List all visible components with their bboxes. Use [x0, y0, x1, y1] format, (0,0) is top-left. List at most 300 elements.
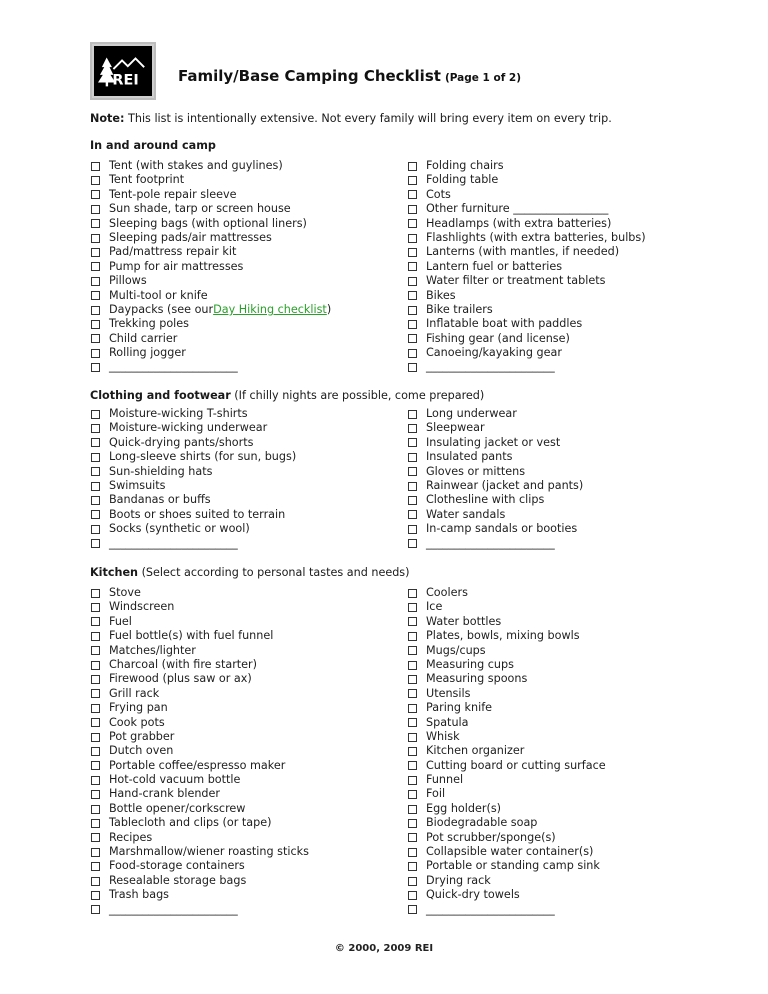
rei-logo-mark	[94, 46, 152, 96]
checkbox[interactable]	[408, 410, 417, 419]
checklist-item	[91, 188, 331, 202]
checkbox[interactable]	[408, 248, 417, 257]
svg-text:REI: REI	[112, 72, 139, 89]
checklist-item	[91, 289, 331, 303]
checklist-item	[91, 436, 296, 450]
checkbox[interactable]	[408, 718, 417, 727]
checklist-item	[91, 450, 296, 464]
item-label: Pot grabber	[109, 729, 175, 743]
checklist-item	[91, 903, 309, 917]
item-label: Hand-crank blender	[109, 787, 220, 801]
checkbox[interactable]	[408, 205, 417, 214]
checkbox[interactable]	[408, 632, 417, 641]
checklist-item	[91, 600, 309, 614]
checklist-item	[408, 644, 606, 658]
checkbox[interactable]	[408, 819, 417, 828]
checkbox[interactable]	[408, 525, 417, 534]
item-label: Bikes	[426, 288, 456, 302]
checkbox[interactable]	[408, 467, 417, 476]
item-label: Spatula	[426, 715, 469, 729]
checklist-item	[408, 289, 646, 303]
item-label: _______________________	[109, 360, 238, 374]
checkbox[interactable]	[408, 176, 417, 185]
item-label: Pillows	[109, 274, 147, 288]
checkbox[interactable]	[91, 877, 100, 886]
checkbox[interactable]	[408, 776, 417, 785]
checkbox[interactable]	[91, 646, 100, 655]
note-text: This list is intentionally extensive. Not every family will bring every item on every trip.	[124, 112, 612, 125]
checkbox[interactable]	[408, 320, 417, 329]
checkbox[interactable]	[91, 424, 100, 433]
checkbox[interactable]	[408, 424, 417, 433]
checkbox[interactable]	[91, 718, 100, 727]
section-title: Kitchen	[90, 566, 139, 579]
kitchen-list-right	[408, 586, 606, 917]
checklist-item	[91, 644, 309, 658]
item-label: Tent (with stakes and guylines)	[109, 159, 283, 172]
checkbox[interactable]	[408, 704, 417, 713]
checklist-item	[408, 773, 606, 787]
item-label: Water bottles	[426, 614, 502, 628]
clothing-list-left	[91, 407, 296, 551]
checkbox[interactable]	[91, 862, 100, 871]
note-label: Note:	[90, 112, 125, 125]
item-label: Bandanas or buffs	[109, 493, 211, 507]
checkbox[interactable]	[91, 410, 100, 419]
checklist-item	[91, 317, 331, 331]
checkbox[interactable]	[91, 190, 100, 199]
item-label: Other furniture _________________	[426, 202, 609, 216]
checkbox[interactable]	[408, 589, 417, 598]
checkbox[interactable]	[408, 162, 417, 171]
clothing-list-right	[408, 407, 583, 551]
checkbox[interactable]	[91, 277, 100, 286]
checkbox[interactable]	[408, 496, 417, 505]
item-label: Coolers	[426, 586, 468, 599]
checklist-item	[408, 421, 583, 435]
item-label: Lantern fuel or batteries	[426, 259, 563, 273]
checklist-item	[91, 421, 296, 435]
checklist-item	[408, 537, 583, 551]
item-label: Trash bags	[109, 888, 170, 902]
item-label: In-camp sandals or booties	[426, 522, 578, 536]
item-label: Pot scrubber/sponge(s)	[426, 830, 556, 844]
checklist-item	[91, 759, 309, 773]
item-label: Water sandals	[426, 507, 506, 521]
checkbox[interactable]	[408, 805, 417, 814]
checklist-item	[408, 231, 646, 245]
checklist-item	[408, 658, 606, 672]
checklist-item	[91, 360, 331, 374]
checklist-item	[408, 217, 646, 231]
checklist-item	[91, 537, 296, 551]
item-label: Long underwear	[426, 407, 517, 420]
item-label: Grill rack	[109, 686, 160, 700]
item-label: Frying pan	[109, 701, 168, 715]
item-label: Pump for air mattresses	[109, 259, 244, 273]
item-label: Hot-cold vacuum bottle	[109, 773, 241, 787]
item-label: Food-storage containers	[109, 859, 245, 873]
item-label: Socks (synthetic or wool)	[109, 522, 250, 536]
item-label: Folding chairs	[426, 159, 504, 172]
item-label: Bike trailers	[426, 302, 493, 316]
item-label: Biodegradable soap	[426, 816, 538, 830]
checkbox[interactable]	[408, 510, 417, 519]
checklist-item	[91, 508, 296, 522]
item-label: Plates, bowls, mixing bowls	[426, 629, 580, 643]
item-label: Moisture-wicking underwear	[109, 421, 268, 435]
item-label: Measuring cups	[426, 657, 514, 671]
day-hiking-checklist-link[interactable]: Day Hiking checklist	[213, 302, 327, 316]
section-subtitle: (If chilly nights are possible, come prepared)	[230, 389, 485, 402]
checklist-item	[408, 874, 606, 888]
checklist-item	[408, 450, 583, 464]
checkbox[interactable]	[408, 334, 417, 343]
camp-list-left	[91, 159, 331, 375]
checklist-item	[91, 303, 331, 317]
checkbox[interactable]	[408, 891, 417, 900]
checklist-item	[91, 465, 296, 479]
item-label: Egg holder(s)	[426, 801, 502, 815]
checkbox[interactable]	[91, 819, 100, 828]
checklist-item	[408, 787, 606, 801]
checklist-item	[408, 831, 606, 845]
checkbox[interactable]	[408, 306, 417, 315]
checklist-item	[408, 759, 606, 773]
checkbox[interactable]	[91, 747, 100, 756]
item-label: Rainwear (jacket and pants)	[426, 478, 584, 492]
checklist-item	[91, 744, 309, 758]
checkbox[interactable]	[91, 761, 100, 770]
checklist-item	[91, 274, 331, 288]
item-label: Insulated pants	[426, 450, 513, 464]
item-label: Multi-tool or knife	[109, 288, 208, 302]
checklist-item	[408, 188, 646, 202]
checklist-item	[408, 202, 646, 216]
item-label: Cutting board or cutting surface	[426, 758, 606, 772]
item-label: Fishing gear (and license)	[426, 331, 570, 345]
checklist-item	[91, 615, 309, 629]
item-label: _______________________	[426, 536, 555, 550]
checkbox[interactable]	[91, 704, 100, 713]
checklist-item	[91, 687, 309, 701]
item-label: Water filter or treatment tablets	[426, 274, 606, 288]
rei-tree-mountain-icon	[94, 46, 152, 96]
checklist-item	[408, 701, 606, 715]
camp-list-right	[408, 159, 646, 375]
checklist-item	[408, 173, 646, 187]
checklist-item	[91, 346, 331, 360]
checklist-item	[91, 522, 296, 536]
checklist-item	[91, 672, 309, 686]
checklist-item	[91, 231, 331, 245]
checkbox[interactable]	[91, 482, 100, 491]
checkbox[interactable]	[408, 661, 417, 670]
rei-logo	[90, 42, 156, 100]
item-label: Ice	[426, 600, 443, 614]
item-label: Foil	[426, 787, 446, 801]
checkbox[interactable]	[408, 747, 417, 756]
checklist-item	[91, 217, 331, 231]
item-label: Folding table	[426, 173, 499, 187]
checkbox[interactable]	[91, 661, 100, 670]
checklist-item	[408, 274, 646, 288]
item-label: Headlamps (with extra batteries)	[426, 216, 612, 230]
checklist-item	[408, 903, 606, 917]
checklist-item	[91, 173, 331, 187]
copyright-footer: © 2000, 2009 REI	[334, 943, 434, 954]
checklist-item	[408, 508, 583, 522]
checkbox[interactable]	[91, 632, 100, 641]
checklist-item	[91, 586, 309, 600]
checkbox[interactable]	[91, 162, 100, 171]
checklist-item	[408, 360, 646, 374]
checkbox[interactable]	[91, 248, 100, 257]
checkbox[interactable]	[91, 733, 100, 742]
item-label: Pad/mattress repair kit	[109, 245, 237, 259]
checkbox[interactable]	[408, 453, 417, 462]
checklist-item	[91, 658, 309, 672]
checkbox[interactable]	[91, 453, 100, 462]
checkbox[interactable]	[91, 496, 100, 505]
checklist-item	[408, 716, 606, 730]
checkbox[interactable]	[91, 589, 100, 598]
checklist-item	[91, 202, 331, 216]
checkbox[interactable]	[91, 320, 100, 329]
checkbox[interactable]	[91, 219, 100, 228]
checkbox[interactable]	[91, 675, 100, 684]
checkbox[interactable]	[91, 833, 100, 842]
item-label: Mugs/cups	[426, 643, 486, 657]
checkbox[interactable]	[91, 689, 100, 698]
item-label: Daypacks (see our	[109, 302, 214, 316]
checkbox[interactable]	[408, 833, 417, 842]
checkbox[interactable]	[408, 363, 417, 372]
checkbox[interactable]	[91, 349, 100, 358]
item-label: Flashlights (with extra batteries, bulbs)	[426, 230, 646, 244]
checkbox[interactable]	[91, 467, 100, 476]
item-label: Insulating jacket or vest	[426, 435, 561, 449]
item-label: Boots or shoes suited to terrain	[109, 507, 286, 521]
checkbox[interactable]	[408, 438, 417, 447]
section-heading-clothing	[90, 389, 484, 402]
section-subtitle: (Select according to personal tastes and needs)	[138, 566, 410, 579]
checkbox[interactable]	[91, 262, 100, 271]
checkbox[interactable]	[408, 291, 417, 300]
checkbox[interactable]	[91, 617, 100, 626]
checklist-item	[91, 260, 331, 274]
checklist-item	[408, 159, 646, 173]
checklist-item	[91, 245, 331, 259]
checkbox[interactable]	[408, 877, 417, 886]
checklist-item	[408, 317, 646, 331]
item-label: Canoeing/kayaking gear	[426, 346, 562, 360]
checkbox[interactable]	[408, 733, 417, 742]
checklist-item	[408, 245, 646, 259]
checkbox[interactable]	[408, 219, 417, 228]
section-heading-camp	[90, 139, 216, 152]
checkbox[interactable]	[408, 761, 417, 770]
item-label: Long-sleeve shirts (for sun, bugs)	[109, 450, 297, 464]
checklist-item	[408, 845, 606, 859]
checkbox[interactable]	[408, 675, 417, 684]
checklist-item	[91, 730, 309, 744]
checkbox[interactable]	[408, 790, 417, 799]
checklist-item	[91, 332, 331, 346]
item-label: Trekking poles	[109, 317, 190, 331]
item-label: Stove	[109, 586, 141, 599]
checklist-item	[408, 859, 606, 873]
checkbox[interactable]	[408, 603, 417, 612]
item-label: Lanterns (with mantles, if needed)	[426, 245, 620, 259]
checklist-item	[408, 332, 646, 346]
checkbox[interactable]	[91, 438, 100, 447]
item-label: Fuel	[109, 614, 132, 628]
item-label: Portable coffee/espresso maker	[109, 758, 286, 772]
checkbox[interactable]	[408, 277, 417, 286]
item-label: Tent-pole repair sleeve	[109, 187, 237, 201]
checkbox[interactable]	[408, 848, 417, 857]
item-label: _______________________	[109, 536, 238, 550]
checklist-item	[408, 888, 606, 902]
checkbox[interactable]	[91, 891, 100, 900]
item-label: Moisture-wicking T-shirts	[109, 407, 248, 420]
checkbox[interactable]	[91, 306, 100, 315]
checklist-item	[408, 600, 606, 614]
checkbox[interactable]	[91, 363, 100, 372]
item-label: _______________________	[426, 360, 555, 374]
checklist-item	[91, 888, 309, 902]
item-label: Paring knife	[426, 701, 493, 715]
checkbox[interactable]	[91, 905, 100, 914]
checkbox[interactable]	[91, 334, 100, 343]
checklist-item	[408, 629, 606, 643]
checkbox[interactable]	[408, 646, 417, 655]
checklist-item	[91, 701, 309, 715]
checklist-item	[91, 845, 309, 859]
page-indicator: (Page 1 of 2)	[444, 72, 522, 84]
section-title: Clothing and footwear	[90, 389, 231, 402]
item-label: Windscreen	[109, 600, 175, 614]
checkbox[interactable]	[91, 539, 100, 548]
item-label: Portable or standing camp sink	[426, 859, 600, 873]
checkbox[interactable]	[408, 617, 417, 626]
checkbox[interactable]	[91, 205, 100, 214]
checkbox[interactable]	[408, 482, 417, 491]
item-label: Firewood (plus saw or ax)	[109, 672, 252, 686]
checkbox[interactable]	[408, 905, 417, 914]
checklist-item	[91, 479, 296, 493]
item-label: Recipes	[109, 830, 153, 844]
item-label: Sun-shielding hats	[109, 464, 213, 478]
page-title	[178, 66, 521, 85]
item-label: _______________________	[426, 902, 555, 916]
item-label: Sun shade, tarp or screen house	[109, 202, 291, 216]
item-label: Charcoal (with fire starter)	[109, 657, 258, 671]
checkbox[interactable]	[91, 234, 100, 243]
checkbox[interactable]	[91, 510, 100, 519]
checklist-item	[408, 816, 606, 830]
item-label: Resealable storage bags	[109, 873, 247, 887]
item-label: Swimsuits	[109, 478, 166, 492]
checklist-item	[408, 672, 606, 686]
checklist-item	[408, 615, 606, 629]
checkbox[interactable]	[408, 862, 417, 871]
item-label: Cook pots	[109, 715, 165, 729]
item-label: Tent footprint	[109, 173, 185, 187]
item-label: Sleeping pads/air mattresses	[109, 230, 272, 244]
item-label: Bottle opener/corkscrew	[109, 801, 246, 815]
checklist-item	[408, 479, 583, 493]
item-label: Child carrier	[109, 331, 178, 345]
checkbox[interactable]	[408, 234, 417, 243]
checklist-item	[408, 346, 646, 360]
section-title: In and around camp	[90, 139, 216, 152]
item-label: Quick-dry towels	[426, 888, 520, 902]
item-label: Sleeping bags (with optional liners)	[109, 216, 307, 230]
checklist-item	[91, 859, 309, 873]
checklist-item	[408, 522, 583, 536]
checkbox[interactable]	[91, 776, 100, 785]
checkbox[interactable]	[91, 603, 100, 612]
checkbox[interactable]	[91, 848, 100, 857]
checkbox[interactable]	[91, 805, 100, 814]
checklist-item	[408, 407, 583, 421]
item-label: Matches/lighter	[109, 643, 196, 657]
item-label: Gloves or mittens	[426, 464, 526, 478]
checkbox[interactable]	[91, 790, 100, 799]
item-label: Sleepwear	[426, 421, 485, 435]
checklist-item	[91, 816, 309, 830]
item-label: Drying rack	[426, 873, 491, 887]
checklist-item	[408, 586, 606, 600]
checklist-item	[408, 436, 583, 450]
checklist-item	[408, 303, 646, 317]
item-label: Rolling jogger	[109, 346, 186, 360]
intro-note	[90, 112, 612, 125]
item-label: Measuring spoons	[426, 672, 528, 686]
item-label: Tablecloth and clips (or tape)	[109, 816, 272, 830]
checklist-item	[91, 629, 309, 643]
checklist-item	[91, 493, 296, 507]
kitchen-list-left	[91, 586, 309, 917]
checklist-item	[408, 493, 583, 507]
checkbox[interactable]	[408, 539, 417, 548]
checkbox[interactable]	[91, 525, 100, 534]
item-label: Kitchen organizer	[426, 744, 525, 758]
item-label: Cots	[426, 187, 451, 201]
checkbox[interactable]	[408, 689, 417, 698]
item-label: Fuel bottle(s) with fuel funnel	[109, 629, 274, 643]
checklist-item	[408, 730, 606, 744]
item-label: _______________________	[109, 902, 238, 916]
item-label: Clothesline with clips	[426, 493, 545, 507]
checkbox[interactable]	[91, 291, 100, 300]
checkbox[interactable]	[91, 176, 100, 185]
checklist-item	[408, 687, 606, 701]
checkbox[interactable]	[408, 349, 417, 358]
checkbox[interactable]	[408, 262, 417, 271]
checkbox[interactable]	[408, 190, 417, 199]
item-label: Quick-drying pants/shorts	[109, 435, 254, 449]
checklist-item	[91, 802, 309, 816]
checklist-item	[91, 787, 309, 801]
item-label: Collapsible water container(s)	[426, 845, 594, 859]
item-label: Inflatable boat with paddles	[426, 317, 583, 331]
item-label: Whisk	[426, 729, 460, 743]
item-label: Dutch oven	[109, 744, 174, 758]
checklist-item	[408, 465, 583, 479]
